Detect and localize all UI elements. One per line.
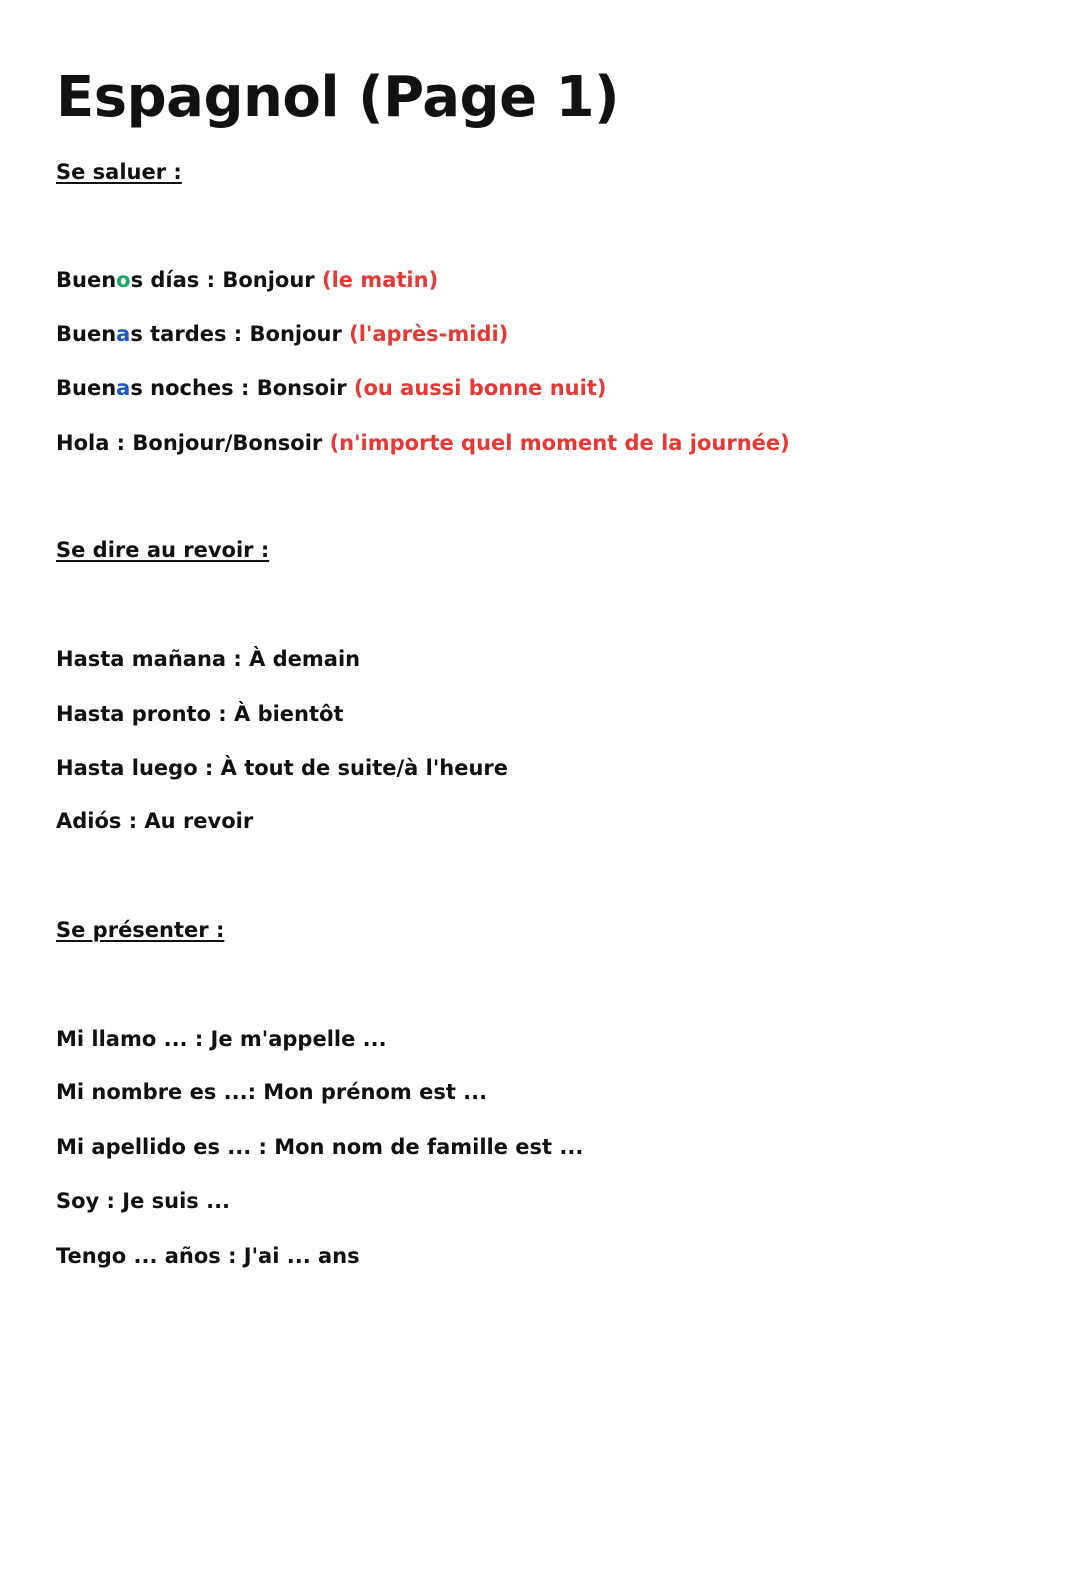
- spanish-phrase: Buenos días: [56, 268, 200, 292]
- introduction-line: Tengo ... años : J'ai ... ans: [56, 1244, 360, 1268]
- goodbye-line: Hasta mañana : À demain: [56, 647, 361, 671]
- goodbye-line: Hasta pronto : À bientôt: [56, 702, 344, 726]
- introduction-line: Mi nombre es ...: Mon prénom est ...: [56, 1080, 488, 1104]
- greeting-line-hola: Hola : Bonjour/Bonsoir (n'importe quel moment de la journée): [56, 431, 790, 455]
- section-heading-introductions: Se présenter :: [56, 918, 225, 942]
- spanish-phrase: Hola: [56, 431, 110, 455]
- french-translation: Bonjour/Bonsoir: [132, 431, 323, 455]
- spanish-phrase: Buenas tardes: [56, 322, 227, 346]
- introduction-line: Mi llamo ... : Je m'appelle ...: [56, 1027, 387, 1051]
- goodbye-line: Hasta luego : À tout de suite/à l'heure: [56, 756, 509, 780]
- introduction-line: Soy : Je suis ...: [56, 1189, 231, 1213]
- introduction-line: Mi apellido es ... : Mon nom de famille est ...: [56, 1135, 584, 1159]
- spanish-phrase: Buenas noches: [56, 376, 234, 400]
- french-translation: Bonjour: [222, 268, 315, 292]
- greeting-line-buenas-tardes: Buenas tardes : Bonjour (l'après-midi): [56, 322, 509, 346]
- greeting-line-buenas-noches: Buenas noches : Bonsoir (ou aussi bonne nuit): [56, 376, 607, 400]
- section-heading-greetings: Se saluer :: [56, 160, 182, 184]
- usage-note: (le matin): [321, 268, 439, 292]
- greeting-line-buenos-dias: Buenos días : Bonjour (le matin): [56, 268, 439, 292]
- french-translation: Bonsoir: [256, 376, 347, 400]
- usage-note: (ou aussi bonne nuit): [353, 376, 607, 400]
- highlighted-letter: o: [116, 268, 131, 292]
- usage-note: (l'après-midi): [349, 322, 509, 346]
- section-heading-goodbyes: Se dire au revoir :: [56, 538, 270, 562]
- highlighted-letter: a: [116, 376, 131, 400]
- goodbye-line: Adiós : Au revoir: [56, 809, 254, 833]
- french-translation: Bonjour: [249, 322, 342, 346]
- highlighted-letter: a: [116, 322, 131, 346]
- page-title: Espagnol (Page 1): [56, 65, 620, 130]
- usage-note: (n'importe quel moment de la journée): [329, 431, 790, 455]
